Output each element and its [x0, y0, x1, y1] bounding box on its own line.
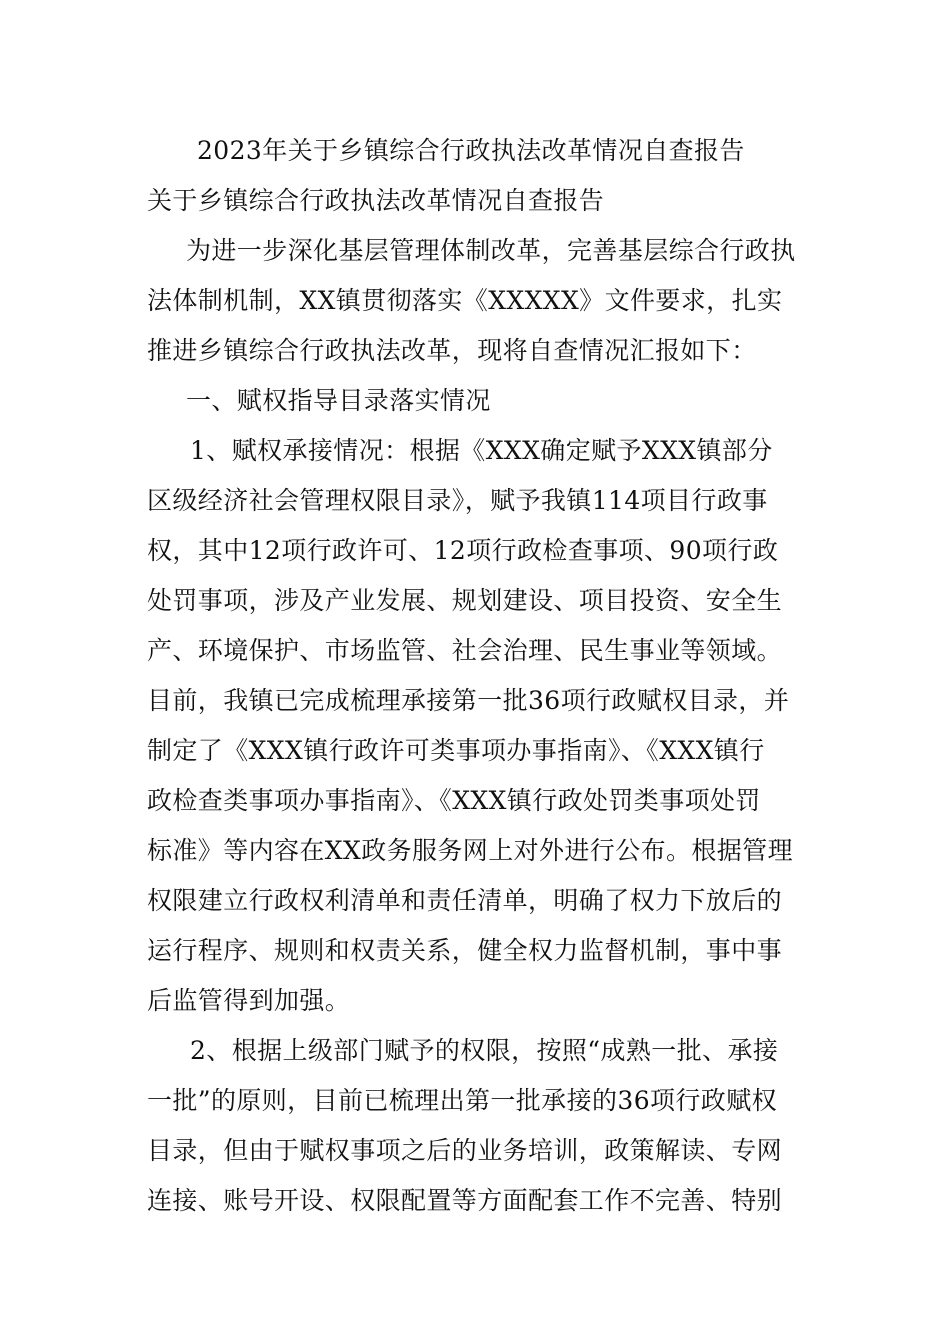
- document-title: 2023年关于乡镇综合行政执法改革情况自查报告: [197, 136, 745, 165]
- document-subtitle: 关于乡镇综合行政执法改革情况自查报告: [147, 186, 605, 215]
- paragraph-line: 制定了《XXX镇行政许可类事项办事指南》、《XXX镇行: [147, 736, 765, 765]
- paragraph-line: 目前，我镇已完成梳理承接第一批36项行政赋权目录，并: [147, 686, 790, 715]
- paragraph-line: 2、根据上级部门赋予的权限，按照“成熟一批、承接: [190, 1036, 779, 1065]
- section-heading: 一、赋权指导目录落实情况: [186, 386, 491, 415]
- paragraph-line: 标准》等内容在XX政务服务网上对外进行公布。根据管理: [147, 836, 793, 865]
- paragraph-line: 产、环境保护、市场监管、社会治理、民生事业等领域。: [147, 636, 783, 665]
- paragraph-line: 区级经济社会管理权限目录》，赋予我镇114项目行政事: [147, 486, 768, 515]
- paragraph-line: 政检查类事项办事指南》、《XXX镇行政处罚类事项处罚: [147, 786, 761, 815]
- paragraph-line: 后监管得到加强。: [147, 986, 351, 1015]
- paragraph-line: 目录，但由于赋权事项之后的业务培训，政策解读、专网: [147, 1136, 783, 1165]
- paragraph-line: 1、赋权承接情况：根据《XXX确定赋予XXX镇部分: [190, 436, 773, 465]
- paragraph-line: 为进一步深化基层管理体制改革，完善基层综合行政执: [186, 236, 796, 265]
- paragraph-line: 权，其中12项行政许可、12项行政检查事项、90项行政: [147, 536, 779, 565]
- paragraph-line: 权限建立行政权利清单和责任清单，明确了权力下放后的: [147, 886, 783, 915]
- paragraph-line: 处罚事项，涉及产业发展、规划建设、项目投资、安全生: [147, 586, 783, 615]
- paragraph-line: 推进乡镇综合行政执法改革，现将自查情况汇报如下：: [147, 336, 757, 365]
- paragraph-line: 连接、账号开设、权限配置等方面配套工作不完善、特别: [147, 1186, 783, 1215]
- paragraph-line: 运行程序、规则和权责关系，健全权力监督机制，事中事: [147, 936, 783, 965]
- paragraph-line: 一批”的原则，目前已梳理出第一批承接的36项行政赋权: [147, 1086, 777, 1115]
- paragraph-line: 法体制机制，XX镇贯彻落实《XXXXX》文件要求，扎实: [147, 286, 783, 315]
